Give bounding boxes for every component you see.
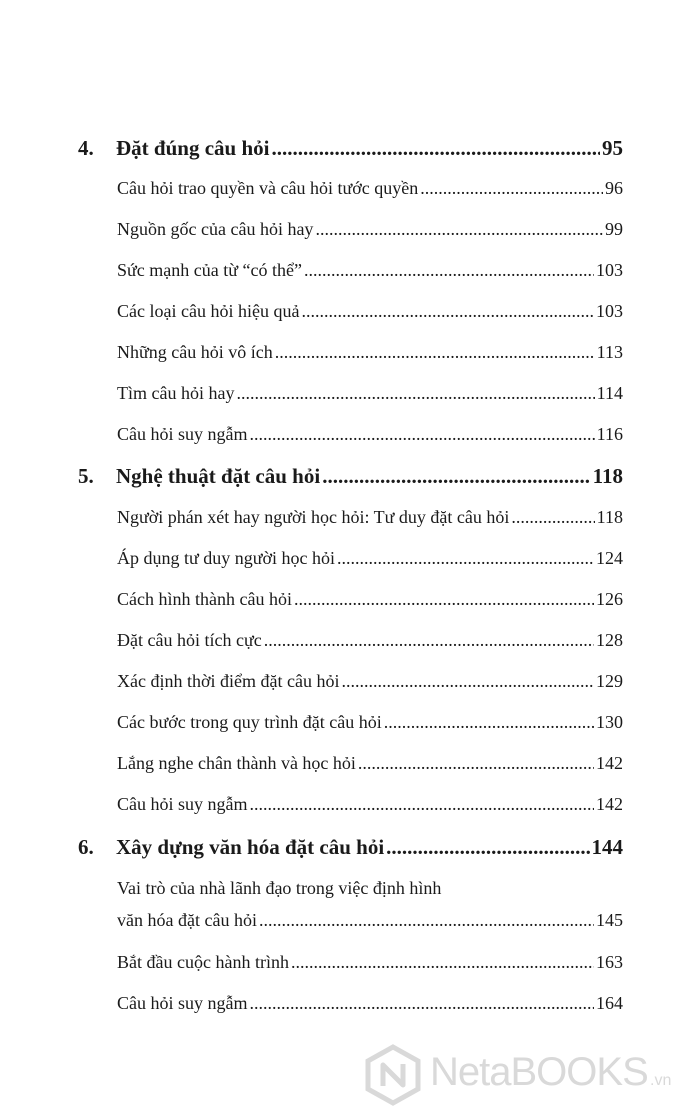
entry-title-line1: Vai trò của nhà lãnh đạo trong việc định hình [117,878,442,898]
page-number: 164 [596,993,623,1013]
toc-entry [117,671,623,692]
toc-entry [117,301,623,322]
entry-title: Bắt đầu cuộc hành trình [117,952,289,972]
chapter-heading [78,835,623,860]
toc-entry [117,548,623,569]
dot-leader [341,671,594,692]
dot-leader [275,342,595,363]
toc-entry [117,178,623,199]
page-number: 103 [596,260,623,280]
dot-leader [358,753,594,774]
entry-title: Các loại câu hỏi hiệu quả [117,301,300,321]
dot-leader [384,712,594,733]
dot-leader [271,136,600,161]
dot-leader [337,548,594,569]
toc-entry [117,794,623,815]
toc-entry [117,753,623,774]
page-number: 128 [596,630,623,650]
dot-leader [386,835,589,860]
dot-leader [264,630,594,651]
page-number: 118 [596,507,623,527]
entry-title: Câu hỏi suy ngẫm [117,794,248,814]
toc-entry [117,507,623,528]
toc-entry [117,424,623,445]
page-number: 96 [605,178,623,198]
chapter-title: Xây dựng văn hóa đặt câu hỏi [116,835,385,859]
dot-leader [420,178,603,199]
page-number: 126 [596,589,623,609]
entry-title: Xác định thời điểm đặt câu hỏi [117,671,340,691]
dot-leader [304,260,594,281]
watermark [360,1042,690,1108]
watermark-brand: NetaBOOKS [430,1050,648,1094]
entry-title: Cách hình thành câu hỏi [117,589,292,609]
page-number: 130 [596,712,623,732]
dot-leader [322,464,590,489]
toc-entry [117,910,623,931]
page-number: 118 [592,464,623,488]
dot-leader [301,301,594,322]
chapter-title: Nghệ thuật đặt câu hỏi [116,464,321,488]
chapter-number: 6. [78,835,94,859]
netabooks-logo-icon [362,1044,424,1106]
toc-entry [117,952,623,973]
page-number: 142 [596,753,623,773]
toc-entry [117,712,623,733]
chapter-heading [78,136,623,161]
entry-title: Áp dụng tư duy người học hỏi [117,548,336,568]
watermark-suffix: .vn [650,1072,672,1089]
toc-entry [117,589,623,610]
page-number: 124 [596,548,623,568]
page-number: 163 [596,952,623,972]
page-number: 116 [596,424,623,444]
page-number: 142 [596,794,623,814]
toc-entry [117,993,623,1014]
dot-leader [294,589,594,610]
chapter-number: 5. [78,464,94,488]
dot-leader [250,424,595,445]
chapter-heading [78,464,623,489]
page-number: 99 [605,219,623,239]
page-number: 95 [602,136,623,160]
toc-entry [117,219,623,240]
entry-title: Câu hỏi suy ngẫm [117,424,248,444]
entry-title: Những câu hỏi vô ích [117,342,273,362]
page-number: 129 [596,671,623,691]
dot-leader [315,219,603,240]
toc-entry [117,630,623,651]
toc-entry [117,383,623,404]
dot-leader [250,993,595,1014]
page-number: 144 [591,835,623,859]
entry-title: Nguồn gốc của câu hỏi hay [117,219,314,239]
entry-title: Các bước trong quy trình đặt câu hỏi [117,712,382,732]
toc-entry [117,342,623,363]
entry-title: Người phán xét hay người học hỏi: Tư duy đặt câu hỏi [117,507,510,527]
entry-title: văn hóa đặt câu hỏi [117,910,257,930]
entry-title: Sức mạnh của từ “có thể” [117,260,302,280]
dot-leader [236,383,594,404]
chapter-number: 4. [78,136,94,160]
entry-title: Tìm câu hỏi hay [117,383,235,403]
dot-leader [250,794,595,815]
dot-leader [511,507,594,528]
page-number: 103 [596,301,623,321]
chapter-title: Đặt đúng câu hỏi [116,136,270,160]
page-number: 113 [596,342,623,362]
entry-title: Lắng nghe chân thành và học hỏi [117,753,356,773]
entry-title: Câu hỏi suy ngẫm [117,993,248,1013]
dot-leader [291,952,594,973]
page-number: 145 [596,910,623,930]
page-number: 114 [596,383,623,403]
entry-title: Đặt câu hỏi tích cực [117,630,262,650]
toc-entry [117,260,623,281]
dot-leader [259,910,594,931]
entry-title: Câu hỏi trao quyền và câu hỏi tước quyền [117,178,419,198]
